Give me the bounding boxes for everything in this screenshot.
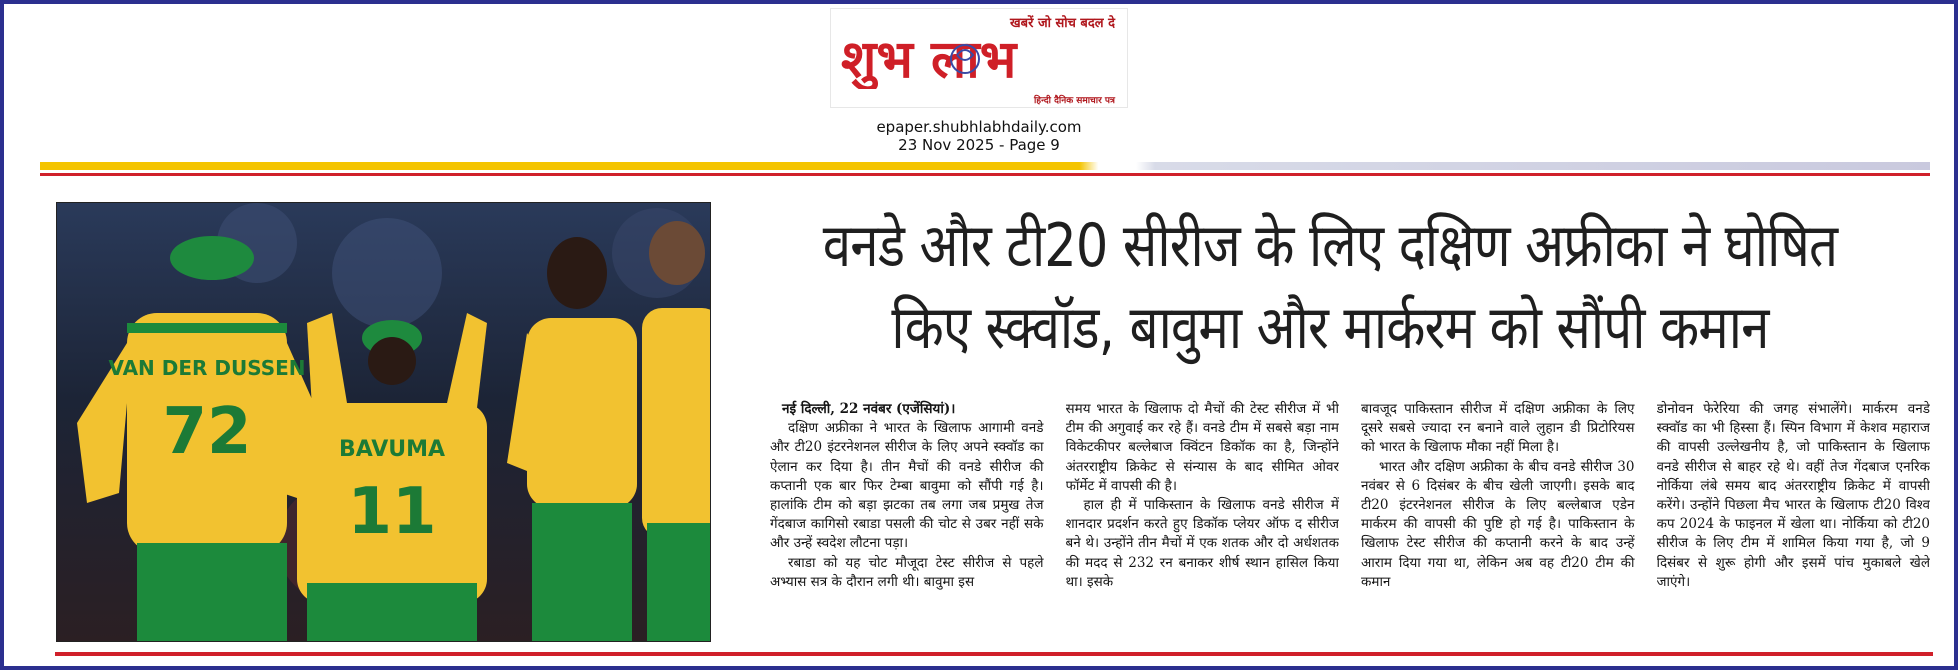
logo-wordmark: शुभ लाभ [841,30,1017,89]
player-van-der-dussen [77,236,327,642]
edition-info [830,118,1128,154]
jersey-number-11: 11 [347,475,437,549]
col1-paragraph-2: रबाडा को यह चोट मौजूदा टेस्ट सीरीज से पहले अभ्यास सत्र के दौरान लगी थी। बावुमा इस [770,554,1044,590]
masthead[interactable] [830,8,1128,108]
col4-paragraph-1: डोनोवन फेरेरिया की जगह संभालेंगे। मार्करम वनडे स्क्वॉड का भी हिस्सा हैं। स्पिन विभाग में केशव महाराज की वापसी उल्लेखनीय है, जो पाकिस्तान के खिलाफ वनडे सीरीज से बाहर रहे थे। वहीं तेज गेंदबाज एनरिक नोर्किया लंबे समय बाद अंतरराष्ट्रीय क्रिकेट में वापसी करेंगे। उन्होंने पिछला मैच भारत के खिलाफ टी20 विश्व कप 2024 के फाइनल में खेला था। नोर्किया को टी20 सीरीज के लिए टीम में शामिल किया गया है, जो 9 दिसंबर से शुरू होगी और इसमें पांच मुकाबले खेले जाएंगे। [1656,401,1930,590]
col3-paragraph-2: भारत और दक्षिण अफ्रीका के बीच वनडे सीरीज 30 नवंबर से 6 दिसंबर के बीच खेली जाएगी। इसके बाद टी20 इंटरनेशनल सीरीज के लिए बल्लेबाज एडेन मार्करम की वापसी की पुष्टि हो गई है। पाकिस्तान के खिलाफ टेस्ट सीरीज की कप्तानी करने के बाद उन्हें आराम दिया गया था, लेकिन अब वह टी20 टीम की कमान [1361,458,1635,590]
article-column-1 [770,400,1044,650]
col2-paragraph-2: हाल ही में पाकिस्तान के खिलाफ वनडे सीरीज में शानदार प्रदर्शन करते हुए डिकॉक प्लेयर ऑफ द सीरीज बने थे। उन्होंने तीन मैचों में एक शतक और दो अर्धशतक की मदद से 232 रन बनाकर शीर्ष स्थान हासिल किया था। इसके [1065,497,1339,590]
player-bavuma [297,313,487,642]
article-photo[interactable] [56,202,711,642]
headline-line-2: किए स्क्वॉड, बावुमा और मार्करम को सौंपी कमान [891,293,1769,363]
article-body [770,400,1930,650]
top-rule [40,173,1930,176]
jersey-number-72: 72 [162,395,252,469]
masthead-subtitle: हिन्दी दैनिक समाचार पत्र [1033,96,1115,106]
bottom-rule [55,652,1933,656]
newspaper-logo [837,25,1123,89]
epaper-url[interactable]: epaper.shubhlabhdaily.com [876,118,1082,136]
col1-paragraph-1: दक्षिण अफ्रीका ने भारत के खिलाफ आगामी वनडे और टी20 इंटरनेशनल सीरीज के लिए अपने स्क्वॉड का ऐलान कर दिया है। तीन मैचों की वनडे सीरीज की कप्तानी एक बार फिर टेम्बा बावुमा को सौंपी गई है। हालांकि टीम को बड़ा झटका तब लगा जब प्रमुख तेज गेंदबाज कागिसो रबाडा पसली की चोट से उबर नहीं सके और उन्हें स्वदेश लौटना पड़ा। [770,420,1044,552]
col2-paragraph-1: समय भारत के खिलाफ दो मैचों की टेस्ट सीरीज में भी टीम की अगुवाई कर रहे हैं। वनडे टीम में सबसे बड़ा नाम विकेटकीपर बल्लेबाज क्विंटन डिकॉक का है, जिन्होंने अंतरराष्ट्रीय क्रिकेट से संन्यास के बाद सीमित ओवर फॉर्मेट में वापसी की है। [1065,401,1339,494]
article-headline [820,205,1840,369]
headline-line-1: वनडे और टी20 सीरीज के लिए दक्षिण अफ्रीका ने घोषित [822,211,1838,281]
jersey-name-van-der-dussen: VAN DER DUSSEN [108,356,306,380]
article-column-2 [1066,400,1340,650]
jersey-name-bavuma: BAVUMA [338,437,446,462]
article-dateline: नई दिल्ली, 22 नवंबर (एजेंसियां)। [782,401,956,417]
masthead-tagline: खबरें जो सोच बदल दे [1010,16,1115,31]
col3-paragraph-1: बावजूद पाकिस्तान सीरीज में दक्षिण अफ्रीका के लिए दूसरे सबसे ज्यादा रन बनाने वाले लुहान डी प्रिटोरियस को भारत के खिलाफ मौका नहीं मिला है। [1361,401,1635,456]
header-strip [40,162,1930,170]
article-column-3 [1361,400,1635,650]
edition-date-page: 23 Nov 2025 - Page 9 [898,136,1060,154]
article-column-4 [1657,400,1931,650]
player-bowler [507,237,637,642]
